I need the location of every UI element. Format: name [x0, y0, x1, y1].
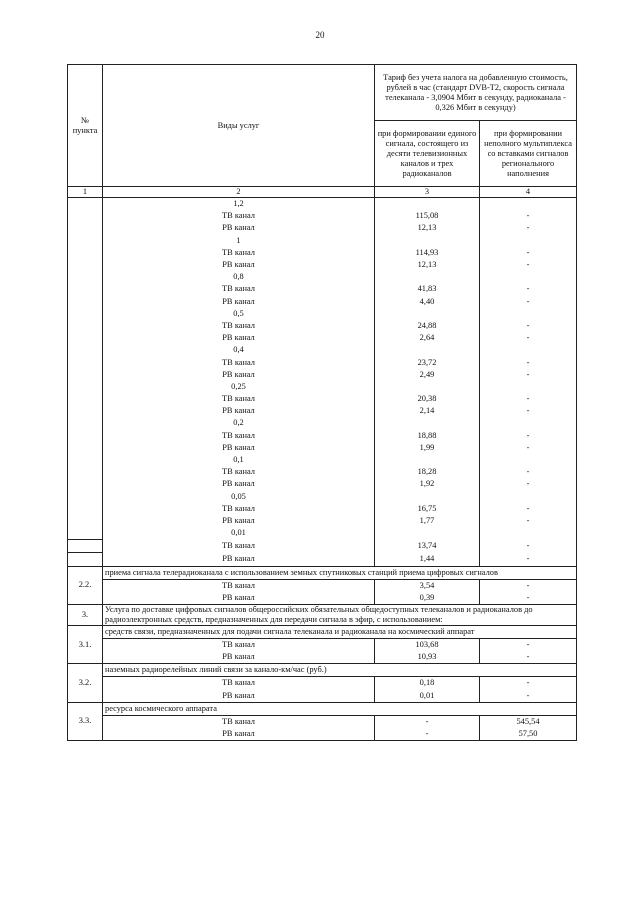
- tv-value-col4: -: [480, 320, 577, 332]
- value-cell: [375, 271, 480, 283]
- header-num-2: 2: [103, 187, 375, 198]
- tv-value-col4: -: [480, 466, 577, 478]
- rv-value-col4: -: [480, 651, 577, 664]
- num-cell: [68, 235, 103, 247]
- tv-label: ТВ канал: [103, 393, 375, 405]
- num-cell: [68, 296, 103, 308]
- value-cell: [375, 308, 480, 320]
- num-cell: [68, 369, 103, 381]
- tv-value-col4: -: [480, 503, 577, 515]
- rv-value-col4: -: [480, 222, 577, 234]
- num-cell: [68, 381, 103, 393]
- value-cell: [375, 491, 480, 503]
- tv-value-col3: 3,54: [375, 579, 480, 592]
- rv-value-col3: 2,49: [375, 369, 480, 381]
- coef-label: 0,8: [103, 271, 375, 283]
- tv-value-col3: 24,88: [375, 320, 480, 332]
- tv-label: ТВ канал: [103, 540, 375, 553]
- value-cell: [375, 344, 480, 356]
- rv-label: РВ канал: [103, 222, 375, 234]
- rv-label: РВ канал: [103, 296, 375, 308]
- header-num-1: 1: [68, 187, 103, 198]
- section-number: 2.2.: [68, 566, 103, 604]
- rv-label: РВ канал: [103, 478, 375, 490]
- value-cell: [375, 454, 480, 466]
- num-cell: [68, 332, 103, 344]
- section-text: приема сигнала телерадиоканала с использованием земных спутниковых станций приема цифровых сигналов: [103, 566, 577, 579]
- tv-label: ТВ канал: [103, 356, 375, 368]
- value-cell: [375, 417, 480, 429]
- num-cell: [68, 540, 103, 553]
- section-text: Услуга по доставке цифровых сигналов общероссийских обязательных общедоступных телеканалов и радиоканалов до радиоэлектронных средств, предназначенных для передачи сигнала в эфир, с использованием:: [103, 605, 577, 626]
- section-text: ресурса космического аппарата: [103, 702, 577, 715]
- rv-value-col4: -: [480, 259, 577, 271]
- num-cell: [68, 320, 103, 332]
- rv-value-col4: -: [480, 332, 577, 344]
- tv-value-col3: 114,93: [375, 247, 480, 259]
- tv-value-col4: -: [480, 579, 577, 592]
- value-cell: [480, 417, 577, 429]
- num-cell: [68, 259, 103, 271]
- rv-value-col4: -: [480, 592, 577, 605]
- coef-label: 0,25: [103, 381, 375, 393]
- tv-value-col4: 545,54: [480, 715, 577, 728]
- num-cell: [68, 222, 103, 234]
- tariff-table: [67, 64, 577, 741]
- tv-value-col4: -: [480, 540, 577, 553]
- num-cell: [68, 247, 103, 259]
- num-cell: [68, 198, 103, 211]
- coef-label: 0,5: [103, 308, 375, 320]
- header-col-services: Виды услуг: [103, 65, 375, 187]
- tv-label: ТВ канал: [103, 639, 375, 652]
- value-cell: [480, 271, 577, 283]
- section-text: средств связи, предназначенных для подачи сигнала телеканала и радиоканала на космический аппарат: [103, 626, 577, 639]
- rv-value-col4: -: [480, 515, 577, 527]
- tv-value-col4: -: [480, 283, 577, 295]
- tv-value-col4: -: [480, 639, 577, 652]
- num-cell: [68, 417, 103, 429]
- header-col3: при формировании единого сигнала, состоящего из десяти телевизионных каналов и трех радиоканалов: [375, 121, 480, 187]
- coef-label: 0,1: [103, 454, 375, 466]
- tv-label: ТВ канал: [103, 247, 375, 259]
- tv-value-col3: -: [375, 715, 480, 728]
- rv-value-col3: -: [375, 728, 480, 741]
- num-cell: [68, 478, 103, 490]
- value-cell: [480, 308, 577, 320]
- rv-value-col3: 4,40: [375, 296, 480, 308]
- coef-label: 0,2: [103, 417, 375, 429]
- value-cell: [375, 235, 480, 247]
- num-cell: [68, 515, 103, 527]
- num-cell: [68, 271, 103, 283]
- section-text: наземных радиорелейных линий связи за канало-км/час (руб.): [103, 664, 577, 677]
- tv-label: ТВ канал: [103, 579, 375, 592]
- section-number: 3.2.: [68, 664, 103, 702]
- tv-value-col4: -: [480, 677, 577, 690]
- num-cell: [68, 527, 103, 540]
- rv-value-col4: -: [480, 405, 577, 417]
- page-number: 20: [315, 30, 325, 40]
- value-cell: [480, 198, 577, 211]
- tv-value-col3: 23,72: [375, 356, 480, 368]
- rv-label: РВ канал: [103, 405, 375, 417]
- tv-label: ТВ канал: [103, 715, 375, 728]
- rv-value-col3: 2,14: [375, 405, 480, 417]
- rv-value-col3: 0,39: [375, 592, 480, 605]
- tv-value-col4: -: [480, 393, 577, 405]
- rv-label: РВ канал: [103, 332, 375, 344]
- section-number: 3.: [68, 605, 103, 626]
- tv-value-col3: 0,18: [375, 677, 480, 690]
- num-cell: [68, 308, 103, 320]
- num-cell: [68, 344, 103, 356]
- tv-label: ТВ канал: [103, 503, 375, 515]
- rv-value-col3: 2,64: [375, 332, 480, 344]
- value-cell: [480, 344, 577, 356]
- num-cell: [68, 210, 103, 222]
- num-cell: [68, 553, 103, 566]
- header-num-3: 3: [375, 187, 480, 198]
- rv-value-col4: -: [480, 296, 577, 308]
- num-cell: [68, 356, 103, 368]
- tv-value-col4: -: [480, 210, 577, 222]
- rv-value-col4: 57,50: [480, 728, 577, 741]
- rv-label: РВ канал: [103, 442, 375, 454]
- section-number: 3.3.: [68, 702, 103, 740]
- rv-value-col3: 1,44: [375, 553, 480, 566]
- rv-label: РВ канал: [103, 651, 375, 664]
- tv-value-col3: 41,83: [375, 283, 480, 295]
- value-cell: [480, 454, 577, 466]
- num-cell: [68, 405, 103, 417]
- coef-label: 0,01: [103, 527, 375, 540]
- num-cell: [68, 503, 103, 515]
- tv-label: ТВ канал: [103, 320, 375, 332]
- tv-value-col3: 18,88: [375, 430, 480, 442]
- rv-label: РВ канал: [103, 259, 375, 271]
- tv-value-col4: -: [480, 247, 577, 259]
- coef-label: 0,05: [103, 491, 375, 503]
- value-cell: [480, 235, 577, 247]
- num-cell: [68, 393, 103, 405]
- rv-value-col3: 1,92: [375, 478, 480, 490]
- value-cell: [480, 381, 577, 393]
- rv-value-col4: -: [480, 369, 577, 381]
- rv-label: РВ канал: [103, 690, 375, 703]
- num-cell: [68, 454, 103, 466]
- tv-value-col3: 103,68: [375, 639, 480, 652]
- tv-value-col4: -: [480, 430, 577, 442]
- tv-value-col4: -: [480, 356, 577, 368]
- tv-label: ТВ канал: [103, 677, 375, 690]
- num-cell: [68, 430, 103, 442]
- rv-label: РВ канал: [103, 728, 375, 741]
- rv-value-col3: 10,93: [375, 651, 480, 664]
- value-cell: [480, 527, 577, 540]
- tv-value-col3: 16,75: [375, 503, 480, 515]
- value-cell: [375, 381, 480, 393]
- num-cell: [68, 442, 103, 454]
- rv-value-col4: -: [480, 442, 577, 454]
- rv-value-col3: 1,77: [375, 515, 480, 527]
- rv-value-col3: 12,13: [375, 259, 480, 271]
- rv-label: РВ канал: [103, 592, 375, 605]
- value-cell: [480, 491, 577, 503]
- num-cell: [68, 491, 103, 503]
- tv-label: ТВ канал: [103, 283, 375, 295]
- tv-label: ТВ канал: [103, 210, 375, 222]
- num-cell: [68, 283, 103, 295]
- rv-value-col3: 1,99: [375, 442, 480, 454]
- value-cell: [375, 198, 480, 211]
- tv-label: ТВ канал: [103, 466, 375, 478]
- num-cell: [68, 466, 103, 478]
- rv-label: РВ канал: [103, 369, 375, 381]
- tv-label: ТВ канал: [103, 430, 375, 442]
- header-tariff-title: Тариф без учета налога на добавленную стоимость, рублей в час (стандарт DVB-T2, скорость сигнала телеканала - 3,0904 Мбит в секунду, радиоканала - 0,326 Мбит в секунду): [375, 65, 577, 121]
- coef-label: 1: [103, 235, 375, 247]
- rv-label: РВ канал: [103, 553, 375, 566]
- header-num-4: 4: [480, 187, 577, 198]
- tv-value-col3: 13,74: [375, 540, 480, 553]
- rv-value-col4: -: [480, 478, 577, 490]
- tv-value-col3: 20,38: [375, 393, 480, 405]
- coef-label: 0,4: [103, 344, 375, 356]
- rv-value-col4: -: [480, 690, 577, 703]
- section-number: 3.1.: [68, 626, 103, 664]
- coef-label: 1,2: [103, 198, 375, 211]
- header-col4: при формировании неполного мультиплекса со вставками сигналов регионального наполнения: [480, 121, 577, 187]
- rv-value-col4: -: [480, 553, 577, 566]
- tv-value-col3: 18,28: [375, 466, 480, 478]
- tv-value-col3: 115,08: [375, 210, 480, 222]
- header-col-number: № пункта: [68, 65, 103, 187]
- rv-label: РВ канал: [103, 515, 375, 527]
- rv-value-col3: 0,01: [375, 690, 480, 703]
- rv-value-col3: 12,13: [375, 222, 480, 234]
- value-cell: [375, 527, 480, 540]
